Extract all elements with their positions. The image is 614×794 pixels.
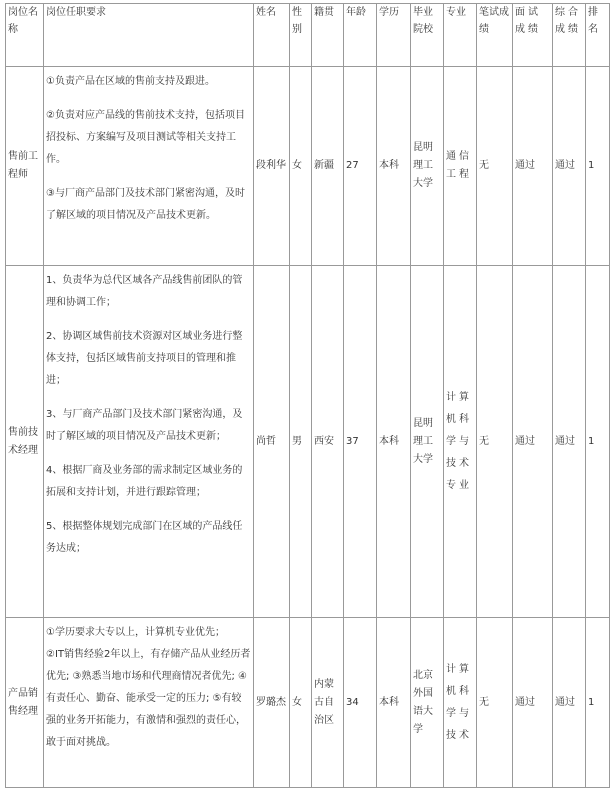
requirement-item: 1、负责华为总代区域各产品线售前团队的管理和协调工作； bbox=[46, 275, 243, 308]
requirement-item: 5、根据整体规划完成部门在区域的产品线任务达成； bbox=[46, 521, 243, 554]
age-cell: 27 bbox=[344, 67, 377, 266]
requirement-item: ③与厂商产品部门及技术部门紧密沟通，及时了解区域的项目情况及产品技术更新。 bbox=[46, 188, 245, 221]
overall-cell: 通过 bbox=[553, 266, 586, 618]
school-cell: 昆明理工大学 bbox=[411, 266, 444, 618]
header-rank: 排名 bbox=[586, 4, 610, 67]
requirement-item: 4、根据厂商及业务部的需求制定区域业务的拓展和支持计划，并进行跟踪管理； bbox=[46, 465, 243, 498]
position-cell: 售前技术经理 bbox=[6, 266, 44, 618]
overall-cell: 通过 bbox=[553, 618, 586, 788]
age-cell: 37 bbox=[344, 266, 377, 618]
header-interview: 面试成绩 bbox=[513, 4, 553, 67]
requirement-item: ①负责产品在区域的售前支持及跟进。 bbox=[46, 76, 215, 87]
name-cell: 段利华 bbox=[254, 67, 290, 266]
name-cell: 尚哲 bbox=[254, 266, 290, 618]
header-name: 姓名 bbox=[254, 4, 290, 67]
requirement-item: 2、协调区域售前技术资源对区域业务进行整体支持，包括区域售前支持项目的管理和推进； bbox=[46, 331, 243, 386]
rank-cell: 1 bbox=[586, 67, 610, 266]
origin-cell: 西安 bbox=[312, 266, 344, 618]
header-written: 笔试成绩 bbox=[477, 4, 513, 67]
requirement-item: 3、与厂商产品部门及技术部门紧密沟通，及时了解区域的项目情况及产品技术更新； bbox=[46, 409, 243, 442]
requirements-cell bbox=[44, 618, 254, 788]
position-cell: 产品销售经理 bbox=[6, 618, 44, 788]
requirement-item: ②负责对应产品线的售前技术支持，包括项目招投标、方案编写及项目测试等相关支持工作。 bbox=[46, 110, 245, 165]
interview-cell: 通过 bbox=[513, 266, 553, 618]
major-cell: 计算机科学与技术专业 bbox=[444, 266, 477, 618]
header-school: 毕业院校 bbox=[411, 4, 444, 67]
education-cell: 本科 bbox=[377, 67, 411, 266]
education-cell: 本科 bbox=[377, 618, 411, 788]
header-age: 年龄 bbox=[344, 4, 377, 67]
school-cell: 北京外国语大学 bbox=[411, 618, 444, 788]
rank-cell: 1 bbox=[586, 266, 610, 618]
header-row bbox=[6, 4, 610, 67]
written-cell: 无 bbox=[477, 266, 513, 618]
header-origin: 籍贯 bbox=[312, 4, 344, 67]
written-cell: 无 bbox=[477, 67, 513, 266]
rank-cell: 1 bbox=[586, 618, 610, 788]
major-cell: 计算机科学与技术 bbox=[444, 618, 477, 788]
table-row bbox=[6, 618, 610, 788]
education-cell: 本科 bbox=[377, 266, 411, 618]
header-overall: 综合成绩 bbox=[553, 4, 586, 67]
table-row bbox=[6, 266, 610, 618]
origin-cell: 新疆 bbox=[312, 67, 344, 266]
school-cell: 昆明理工大学 bbox=[411, 67, 444, 266]
name-cell: 罗璐杰 bbox=[254, 618, 290, 788]
requirements-cell bbox=[44, 67, 254, 266]
overall-cell: 通过 bbox=[553, 67, 586, 266]
gender-cell: 男 bbox=[290, 266, 312, 618]
header-major: 专业 bbox=[444, 4, 477, 67]
position-cell: 售前工程师 bbox=[6, 67, 44, 266]
header-position: 岗位名称 bbox=[6, 4, 44, 67]
age-cell: 34 bbox=[344, 618, 377, 788]
requirement-item: ②IT销售经验2年以上，有存储产品从业经历者优先; ③熟悉当地市场和代理商情况者优先; ④有责任心、勤奋、能承受一定的压力; ⑤有较强的业务开拓能力，有激情和强烈的责任心，敢于面对挑战。 bbox=[46, 649, 251, 748]
gender-cell: 女 bbox=[290, 618, 312, 788]
table-row bbox=[6, 67, 610, 266]
interview-cell: 通过 bbox=[513, 67, 553, 266]
requirement-item: ①学历要求大专以上，计算机专业优先； bbox=[46, 627, 225, 638]
header-education: 学历 bbox=[377, 4, 411, 67]
origin-cell: 内蒙古自治区 bbox=[312, 618, 344, 788]
requirements-cell bbox=[44, 266, 254, 618]
major-cell: 通信工程 bbox=[444, 67, 477, 266]
header-gender: 性别 bbox=[290, 4, 312, 67]
candidate-table bbox=[5, 3, 610, 788]
interview-cell: 通过 bbox=[513, 618, 553, 788]
header-requirements: 岗位任职要求 bbox=[44, 4, 254, 67]
gender-cell: 女 bbox=[290, 67, 312, 266]
written-cell: 无 bbox=[477, 618, 513, 788]
